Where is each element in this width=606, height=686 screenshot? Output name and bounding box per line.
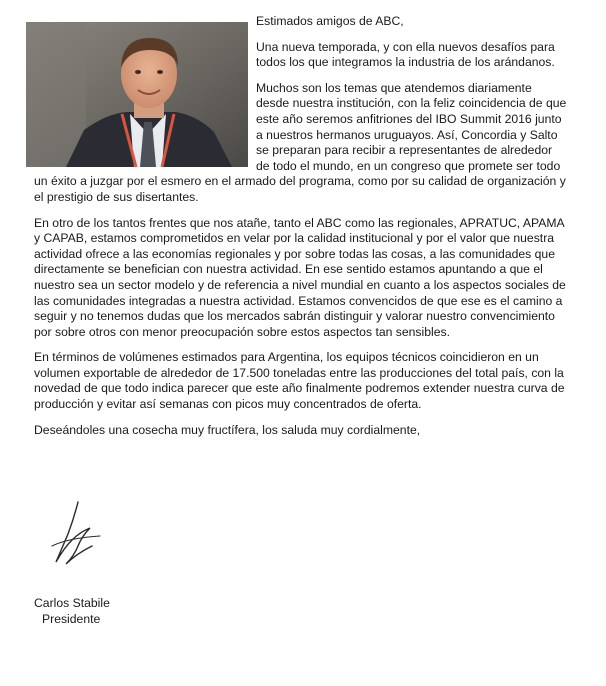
photo-spacer [34,14,256,174]
paragraph-intro: Una nueva temporada, y con ella nuevos desafíos para todos los que integramos la industria de los arándanos. [256,39,555,70]
paragraph-institutional-quality: En otro de los tantos frentes que nos atañe, tanto el ABC como las regionales, APRATUC, APAMA y CAPAB, estamos comprometidos en velar por la calidad institucional y por el valor que nuestra actividad ofrece a las economías regionales y por sobre todas las cosas, a las comunidades que directamente se benefician con nuestra actividad. En ese sentido estamos apuntando a que el nuestro sea un sector modelo y de referencia a nivel mundial en cuanto a los aspectos sociales de las comunidades integradas a nuestra actividad. Estamos convencidos de que ese es el camino a seguir y no tenemos dudas que los mercados sabrán distinguir y valorar nuestro convencimiento por sobre otros con menor preocupación sobre estos aspectos tan sensibles. [34,215,566,339]
signatory-name: Carlos Stabile [34,596,110,610]
letter-body [34,14,568,448]
paragraph-ibo-summit: Muchos son los temas que atendemos diariamente desde nuestra institución, con la feliz coincidencia de que este año seremos anfitriones del IBO Summit 2016 junto a nuestros hermanos uruguayos. Así, Concordia y Salto se preparan para recibir a representantes de alrededor de todo el mundo, en un congreso que promete ser todo un éxito a juzgar por el esmero en el armado del programa, como por su calidad de organización y el prestigio de sus disertantes. [34,80,567,204]
signature-image [34,488,120,584]
paragraph-closing: Deseándoles una cosecha muy fructífera, los saluda muy cordialmente, [34,422,421,437]
paragraph-export-volume: En términos de volúmenes estimados para Argentina, los equipos técnicos coincidieron en un volumen exportable de alrededor de 17.500 toneladas entre las producciones del total país, con la novedad de que todo indica parecer que este año finalmente podremos extender nuestra curva de producción y evitar así semanas con picos muy concentrados de oferta. [34,350,565,412]
handwritten-signature [34,488,120,584]
letter-greeting: Estimados amigos de ABC, [256,14,404,28]
signatory-title: Presidente [42,612,101,626]
